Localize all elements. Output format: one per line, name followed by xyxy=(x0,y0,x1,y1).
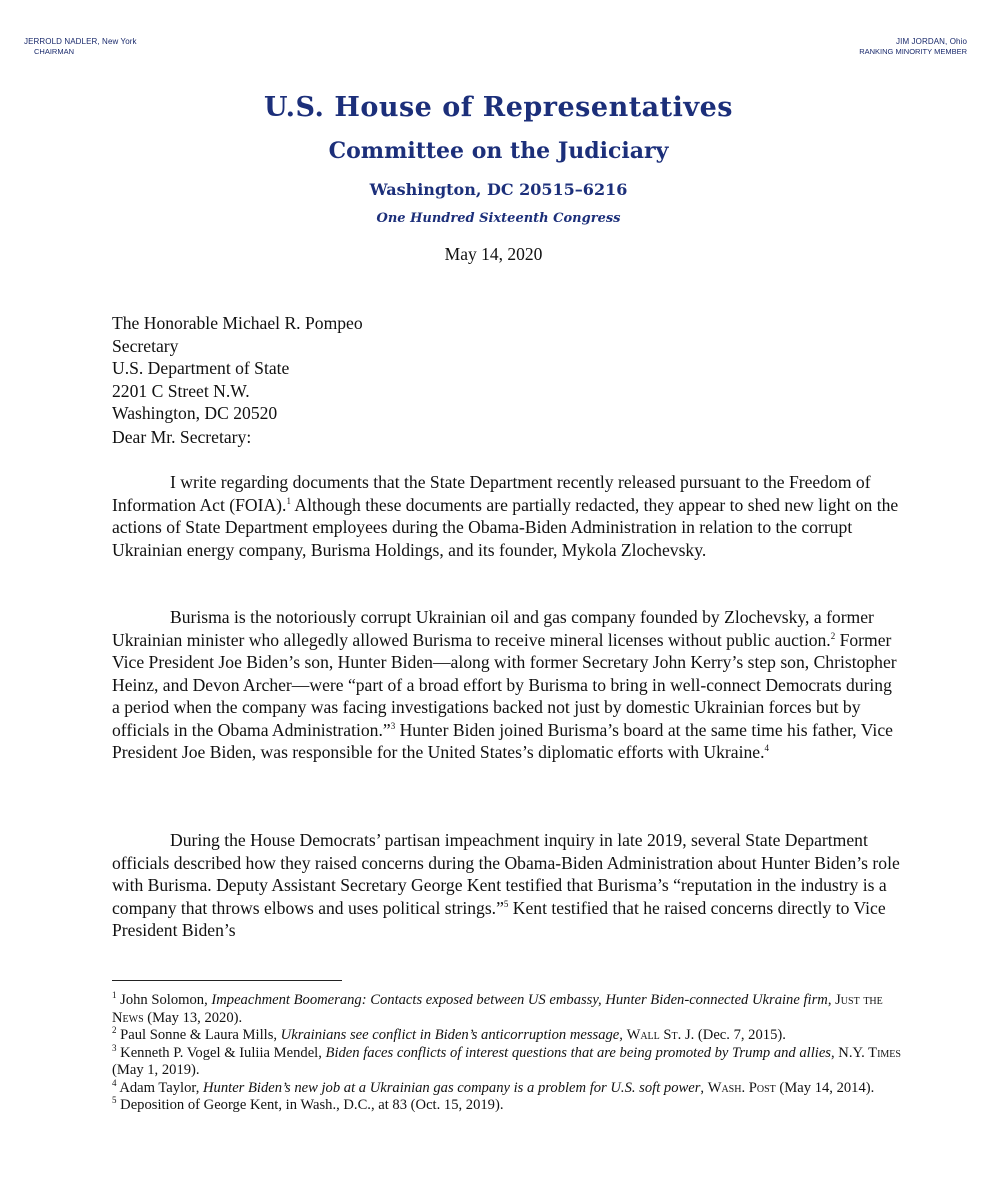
footnote-3: $^3$ Kenneth P. Vogel & Iuliia Mendel, Biden faces conflicts of interest questions that are being promoted by Trump and allies, N.Y. Times (May 1, 2019). xyxy=(112,1042,901,1078)
footnote-source: Wall St. J. xyxy=(626,1027,695,1043)
body-paragraph-3 xyxy=(112,829,902,942)
footnote-source: Just the News xyxy=(112,992,883,1026)
footnote-number: 5 xyxy=(112,1095,117,1106)
paragraph-text: Kent testified that he raised concerns directly to Vice President Biden’s xyxy=(112,897,886,940)
letterhead-house: U.S. House of Representatives xyxy=(264,92,733,123)
footnote-source: N.Y. Times xyxy=(838,1044,901,1061)
paragraph-text: During the House Democrats’ partisan impeachment inquiry in late 2019, several State Department officials described how they raised concerns during the Obama-Biden Administration about Hunter Biden’s role with Burisma. Deputy Assistant Secretary George Kent testified that Burisma’s “reputation in the industry is a company that throws elbows and uses political strings.” xyxy=(112,830,900,918)
chairman-title: CHAIRMAN xyxy=(34,47,75,56)
footnote-1: $^1$ John Solomon, Impeachment Boomerang: Contacts exposed between US embassy, Hunter Biden-connected Ukraine firm, Just the News (May 13, 2020). xyxy=(112,990,883,1026)
recipient-line: U.S. Department of State xyxy=(112,358,290,378)
footnote-title: Ukrainians see conflict in Biden’s anticorruption message xyxy=(280,1027,620,1043)
chairman-name: JERROLD NADLER, New York xyxy=(24,37,137,46)
paragraph-text: Hunter Biden joined Burisma’s board at the same time his father, Vice President Joe Biden, was responsible for the United States’s diplomatic efforts with Ukraine. xyxy=(112,719,893,762)
paragraph-text: Although these documents are partially redacted, they appear to shed new light on the actions of State Department employees during the Obama-Biden Administration in relation to the corrupt Ukrainian energy company, Burisma Holdings, and its founder, Mykola Zlochevsky. xyxy=(112,494,899,560)
body-paragraph-2 xyxy=(112,606,902,764)
footnote-number: 4 xyxy=(112,1077,117,1088)
footnote-title: Impeachment Boomerang: Contacts exposed between US embassy, Hunter Biden-connected Ukraine firm xyxy=(211,992,828,1008)
letterhead-congress: One Hundred Sixteenth Congress xyxy=(376,211,621,226)
footnote-ref: 5 xyxy=(503,898,509,909)
recipient-address xyxy=(112,312,363,425)
paragraph-text: Former Vice President Joe Biden’s son, Hunter Biden—along with former Secretary John Kerry’s step son, Christopher Heinz, and Devon Archer—were “part of a broad effort by Burisma to bring in well-connect Democrats during a period when the company was facing investigations backed not just by domestic Ukrainian forces but by officials in the Obama Administration.” xyxy=(112,629,897,740)
ranking-member-block xyxy=(859,36,967,57)
letterhead-committee: Committee on the Judiciary xyxy=(328,138,669,164)
footnote-date: (May 14, 2014). xyxy=(775,1079,875,1096)
paragraph-text: I write regarding documents that the State Department recently released pursuant to the Freedom of Information Act (FOIA). xyxy=(112,472,871,515)
recipient-line: Washington, DC 20520 xyxy=(112,403,278,423)
salutation: Dear Mr. Secretary: xyxy=(112,427,252,447)
ranking-member-title: RANKING MINORITY MEMBER xyxy=(859,47,967,56)
footnote-title: Biden faces conflicts of interest questions that are being promoted by Trump and allies xyxy=(325,1044,831,1061)
recipient-line: Secretary xyxy=(112,335,179,356)
paragraph-text: Burisma is the notoriously corrupt Ukrainian oil and gas company founded by Zlochevsky, a former Ukrainian minister who allegedly allowed Burisma to receive mineral licenses without public auction. xyxy=(112,607,874,650)
footnote-number: 3 xyxy=(112,1042,117,1053)
footnote-5 xyxy=(112,1097,902,1115)
footnote-2: $^2$ Paul Sonne & Laura Mills, Ukrainians see conflict in Biden’s anticorruption message, Wall St. J. (Dec. 7, 2015). xyxy=(112,1025,786,1043)
footnotes xyxy=(112,992,902,1115)
footnote-ref: 4 xyxy=(764,743,769,754)
recipient-line: 2201 C Street N.W. xyxy=(112,380,250,401)
footnote-author: Paul Sonne & Laura Mills, xyxy=(116,1027,281,1043)
footnote-divider xyxy=(112,980,342,981)
footnote-text: Deposition of George Kent, in Wash., D.C., at 83 (Oct. 15, 2019). xyxy=(116,1097,504,1113)
letter-date: May 14, 2020 xyxy=(444,244,543,264)
footnote-author: John Solomon, xyxy=(116,992,212,1008)
recipient-line: The Honorable Michael R. Pompeo xyxy=(112,313,363,333)
footnote-ref: 2 xyxy=(830,630,836,641)
footnote-ref: 1 xyxy=(286,495,291,506)
footnote-author: Adam Taylor, xyxy=(116,1079,203,1096)
footnote-date: (Dec. 7, 2015). xyxy=(694,1027,786,1043)
ranking-member-name: JIM JORDAN, Ohio xyxy=(896,37,967,46)
footnote-date: (May 13, 2020). xyxy=(143,1009,243,1026)
footnote-title: Hunter Biden’s new job at a Ukrainian gas company is a problem for U.S. soft power xyxy=(203,1079,701,1096)
footnote-source: Wash. Post xyxy=(707,1079,776,1096)
body-paragraph-1 xyxy=(112,471,902,561)
footnote-author: Kenneth P. Vogel & Iuliia Mendel, xyxy=(116,1044,326,1061)
footnote-date: (May 1, 2019). xyxy=(112,1062,200,1078)
footnote-number: 2 xyxy=(112,1025,117,1036)
footnote-number: 1 xyxy=(112,990,117,1001)
footnote-ref: 3 xyxy=(390,720,396,731)
letterhead-address: Washington, DC 20515–6216 xyxy=(369,180,628,199)
chairman-block xyxy=(24,36,137,57)
footnote-4: $^4$ Adam Taylor, Hunter Biden’s new job at a Ukrainian gas company is a problem for U.S. soft power, Wash. Post (May 14, 2014). xyxy=(112,1077,875,1096)
